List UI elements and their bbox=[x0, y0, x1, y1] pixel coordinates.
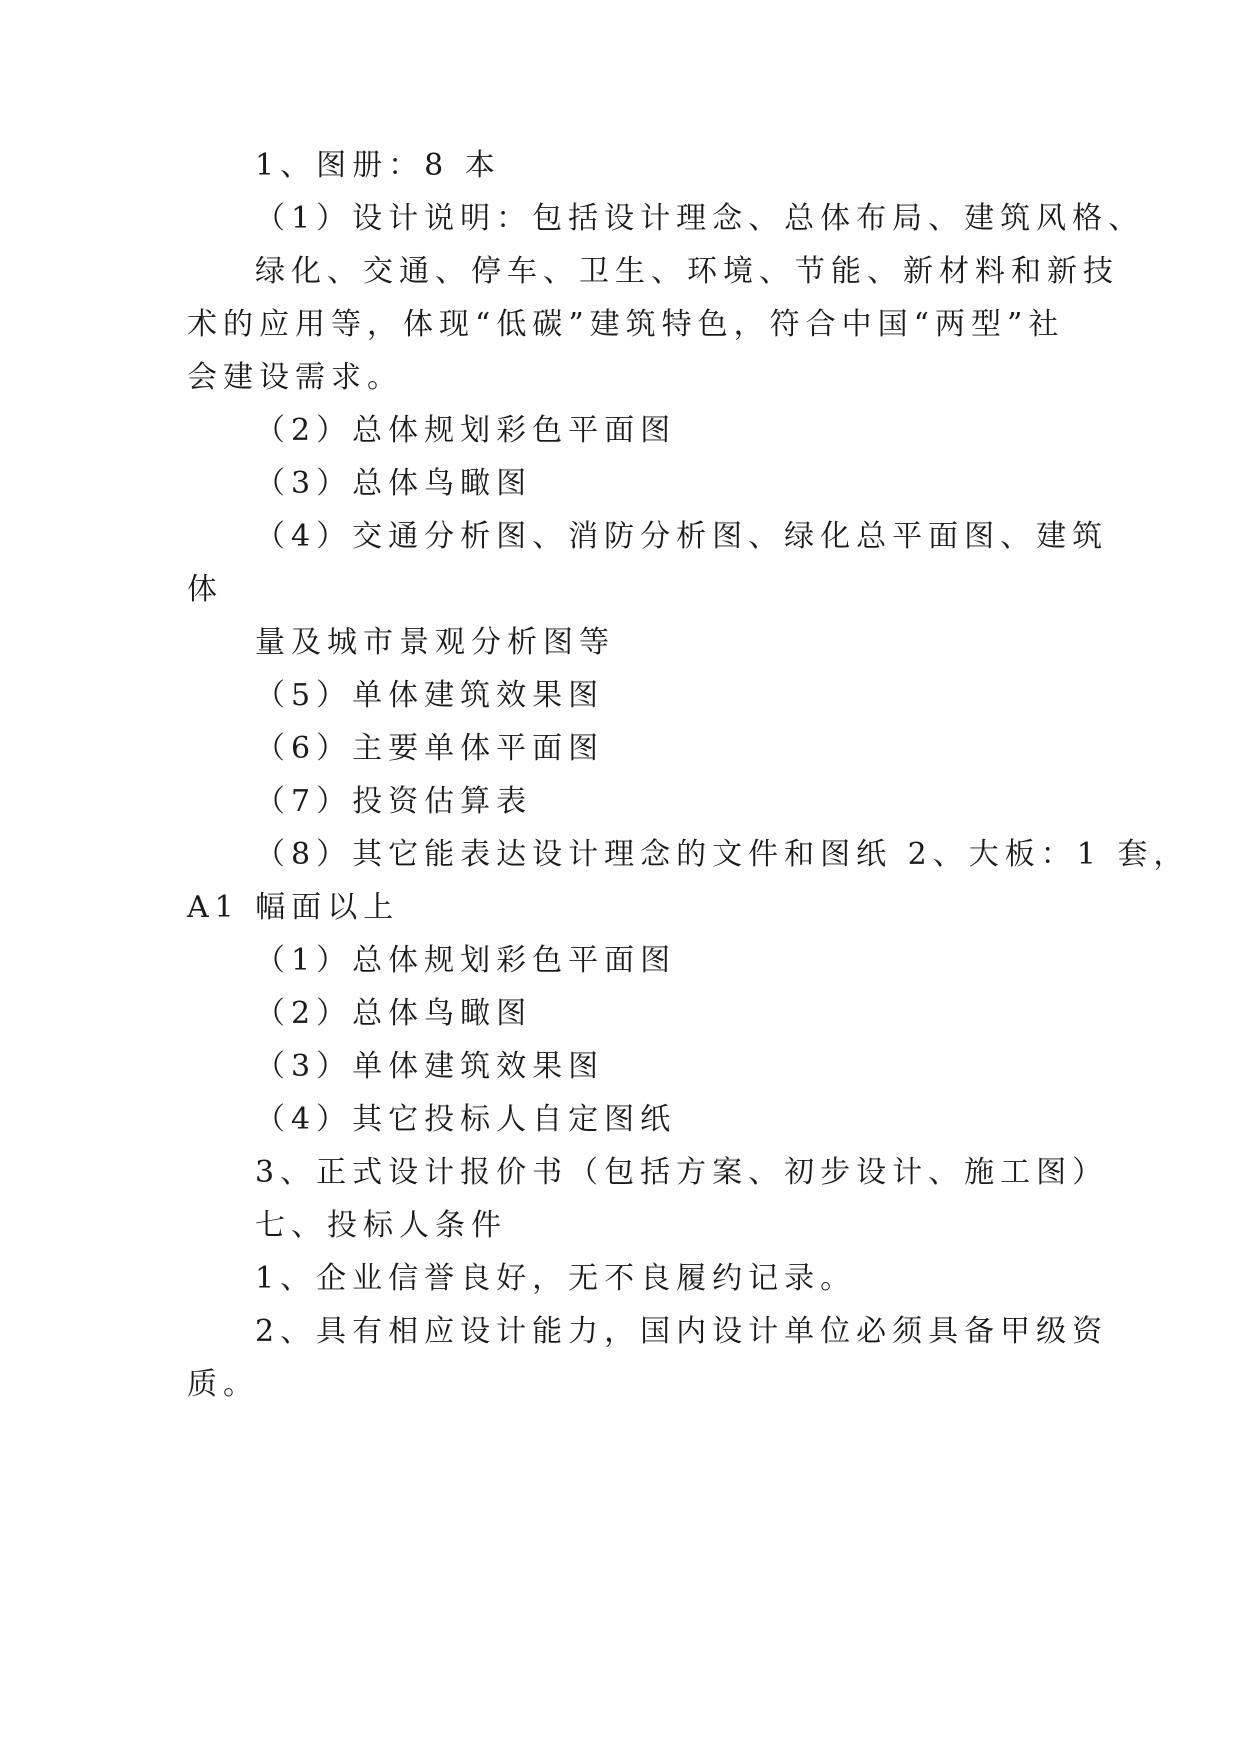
text-line: （2）总体鸟瞰图 bbox=[255, 996, 533, 1031]
text-line: 体 bbox=[187, 572, 223, 607]
text-line: （6）主要单体平面图 bbox=[255, 731, 605, 766]
text-line: （1）总体规划彩色平面图 bbox=[255, 943, 677, 978]
text-line: 3、正式设计报价书（包括方案、初步设计、施工图） bbox=[255, 1155, 1109, 1190]
text-line: 量及城市景观分析图等 bbox=[255, 625, 615, 660]
text-line: （4）交通分析图、消防分析图、绿化总平面图、建筑 bbox=[255, 519, 1109, 554]
text-line: 质。 bbox=[187, 1367, 259, 1402]
text-line: （3）总体鸟瞰图 bbox=[255, 466, 533, 501]
text-line: （2）总体规划彩色平面图 bbox=[255, 413, 677, 448]
text-line: 2、具有相应设计能力，国内设计单位必须具备甲级资 bbox=[255, 1314, 1109, 1349]
text-line: 会建设需求。 bbox=[187, 360, 403, 395]
text-line: （1）设计说明：包括设计理念、总体布局、建筑风格、 bbox=[255, 201, 1145, 236]
text-line: （5）单体建筑效果图 bbox=[255, 678, 605, 713]
text-line: 1、图册：8 本 bbox=[255, 148, 501, 183]
text-line: （7）投资估算表 bbox=[255, 784, 533, 819]
text-line: （3）单体建筑效果图 bbox=[255, 1049, 605, 1084]
text-line: 1、企业信誉良好，无不良履约记录。 bbox=[255, 1261, 857, 1296]
text-line: 术的应用等，体现“低碳”建筑特色，符合中国“两型”社 bbox=[187, 307, 1065, 342]
text-line: （4）其它投标人自定图纸 bbox=[255, 1102, 677, 1137]
text-line: 绿化、交通、停车、卫生、环境、节能、新材料和新技 bbox=[255, 254, 1119, 289]
text-line: 七、投标人条件 bbox=[255, 1208, 507, 1243]
text-line: A1 幅面以上 bbox=[187, 890, 400, 925]
text-line: （8）其它能表达设计理念的文件和图纸 2、大板：1 套， bbox=[255, 837, 1190, 872]
